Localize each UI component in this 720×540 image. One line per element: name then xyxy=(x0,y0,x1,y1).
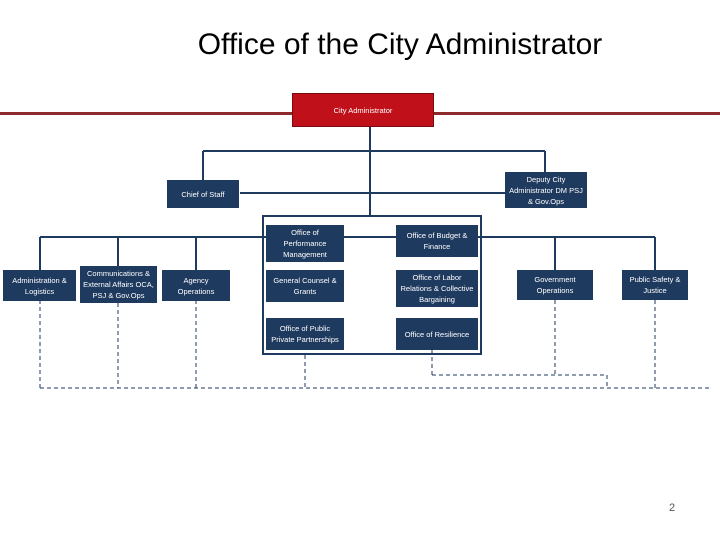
deputy-administrator-label: Deputy City Administrator DM PSJ & Gov.Ops xyxy=(509,174,583,206)
deputy-administrator-box[interactable] xyxy=(505,172,587,208)
chief-of-staff-box[interactable] xyxy=(167,180,239,208)
page-title: Office of the City Administrator xyxy=(197,28,603,61)
resilience-label: Office of Resilience xyxy=(404,329,470,339)
government-operations-label: Government Operations xyxy=(534,275,576,295)
public-private-partnerships-box[interactable] xyxy=(266,318,344,350)
agency-operations-label: Agency Operations xyxy=(177,275,215,296)
administration-logistics-box[interactable] xyxy=(3,270,76,301)
general-counsel-box[interactable] xyxy=(266,270,344,302)
city-administrator-box[interactable] xyxy=(292,93,434,127)
page-number: 2 xyxy=(669,502,676,514)
administration-logistics-label: Administration & Logistics xyxy=(12,275,67,296)
city-administrator-label: City Administrator xyxy=(333,105,393,115)
performance-management-label: Office of Performance Management xyxy=(283,228,327,259)
public-safety-justice-label: Public Safety & Justice xyxy=(629,275,681,295)
communications-box[interactable] xyxy=(80,266,157,303)
agency-operations-box[interactable] xyxy=(162,270,230,301)
communications-label: Communications & External Affairs OCA, PSJ & Gov.Ops xyxy=(83,269,154,300)
budget-finance-box[interactable] xyxy=(396,225,478,257)
public-safety-justice-box[interactable] xyxy=(622,270,688,300)
public-private-partnerships-label: Office of Public Private Partnerships xyxy=(271,324,339,344)
labor-relations-label: Office of Labor Relations & Collective Bargaining xyxy=(400,273,474,304)
government-operations-box[interactable] xyxy=(517,270,593,300)
performance-management-box[interactable] xyxy=(266,225,344,262)
chief-of-staff-label: Chief of Staff xyxy=(181,189,225,199)
general-counsel-label: General Counsel & Grants xyxy=(273,276,337,296)
resilience-box[interactable] xyxy=(396,318,478,350)
budget-finance-label: Office of Budget & Finance xyxy=(406,231,468,251)
labor-relations-box[interactable] xyxy=(396,270,478,307)
